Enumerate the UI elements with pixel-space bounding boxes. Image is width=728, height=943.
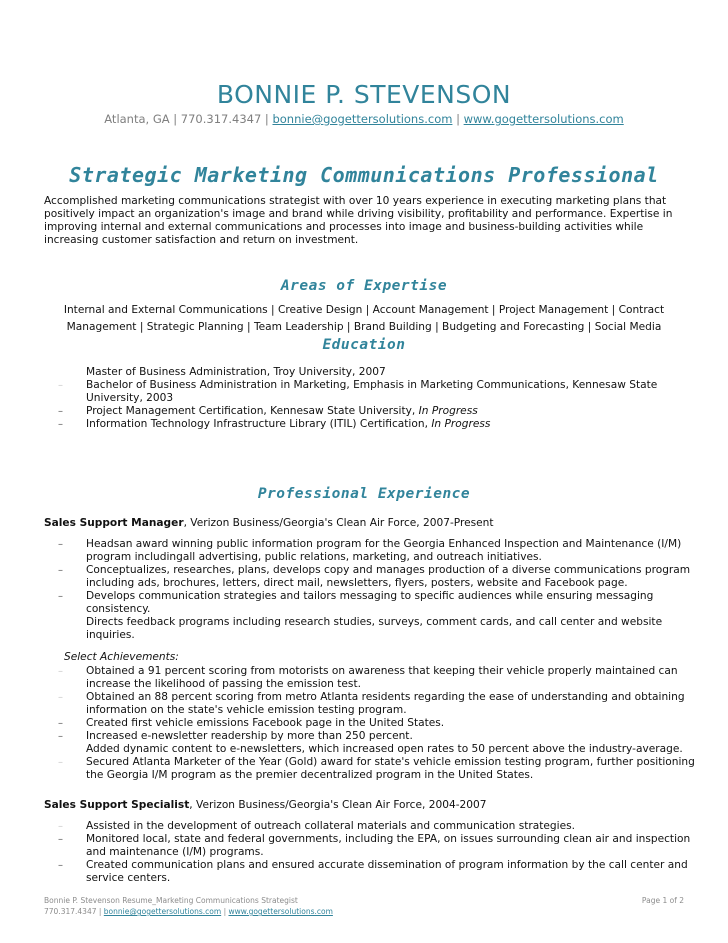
footer-separator: | [223,907,227,916]
bullet-dash: – [58,666,63,677]
job-2-org: , Verizon Business/Georgia's Clean Air Force, 2004-2007 [189,799,487,811]
education-item: Master of Business Administration, Troy University, 2007 [86,366,386,378]
duty-item: – Monitored local, state and federal governments, including the EPA, on issues surrounding clean air and inspection and maintenance (I/M) programs. [58,833,691,858]
bullet-dash: – [58,380,63,391]
footer-contact [44,906,684,917]
duty-item: – Created communication plans and ensured accurate dissemination of program information by the call center and service centers. [58,859,688,884]
bullet-dash: – [58,718,63,729]
achievement-item: Added dynamic content to e-newsletters, which increased open rates to 50 percent above the industry-average. [86,743,683,755]
footer-website-link[interactable]: www.gogettersolutions.com [228,907,333,916]
expertise-line-1: Internal and External Communications | Creative Design | Account Management | Project Management | Contract [63,304,665,316]
location-phone: Atlanta, GA | 770.317.4347 | [104,112,269,126]
job-2-duties [58,820,698,885]
select-achievements-label: Select Achievements: [64,651,179,663]
footer-document-title: Bonnie P. Stevenson Resume_Marketing Communications Strategist [44,896,298,905]
bullet-dash: – [58,591,63,602]
job-2-header [44,799,487,812]
experience-heading: Professional Experience [257,486,471,502]
achievement-item: – Secured Atlanta Marketer of the Year (Gold) award for state's vehicle emission testing program, further positioning the Georgia I/M program as the premier decentralized program in the United States. [58,756,695,781]
education-item: – Project Management Certification, Kennesaw State University, In Progress [58,405,478,417]
page-footer [44,895,684,917]
job-1-header [44,517,494,530]
bullet-dash: – [58,860,63,871]
achievement-item: – Obtained a 91 percent scoring from motorists on awareness that keeping their vehicle properly maintained can increase the likelihood of passing the emission test. [58,665,678,690]
footer-phone: 770.317.4347 | [44,907,102,916]
education-item: – Bachelor of Business Administration in Marketing, Emphasis in Marketing Communications, Kennesaw State University, 2003 [58,379,658,404]
bullet-dash: – [58,692,63,703]
professional-headline: Strategic Marketing Communications Professional [69,163,659,187]
education-item: – Information Technology Infrastructure Library (ITIL) Certification, In Progress [58,418,491,430]
bullet-dash: – [58,565,63,576]
achievement-item: – Obtained an 88 percent scoring from metro Atlanta residents regarding the ease of understanding and obtaining information on the state's vehicle emission testing program. [58,691,685,716]
summary-paragraph: Accomplished marketing communications strategist with over 10 years experience in executing marketing plans that positively impact an organization's image and brand while driving visibility, profitability and performance. Expertise in improving internal and external communications and processes into image and business-building activities while increasing customer satisfaction and return on investment. [44,195,673,246]
achievement-item: – Increased e-newsletter readership by more than 250 percent. [58,730,413,742]
bullet-dash: – [58,834,63,845]
contact-separator: | [456,112,460,126]
bullet-dash: – [58,539,63,550]
bullet-dash: – [58,406,63,417]
duty-item: Directs feedback programs including research studies, surveys, comment cards, and call center and website inquiries. [86,616,663,641]
email-link[interactable]: bonnie@gogettersolutions.com [272,112,453,126]
duty-item: – Assisted in the development of outreach collateral materials and communication strategies. [58,820,575,832]
expertise-heading: Areas of Expertise [280,278,448,294]
bullet-dash: – [58,757,63,768]
job-2-title: Sales Support Specialist [44,799,190,811]
duty-item: – Headsan award winning public information program for the Georgia Enhanced Inspection and Maintenance (I/M) program includingall advertising, public relations, marketing, and outreach initiatives. [58,538,682,563]
duty-item: – Develops communication strategies and tailors messaging to specific audiences while ensuring messaging consistency. [58,590,654,615]
bullet-dash: – [58,731,63,742]
education-list [58,366,698,431]
website-link[interactable]: www.gogettersolutions.com [463,112,624,126]
footer-email-link[interactable]: bonnie@gogettersolutions.com [103,907,222,916]
expertise-list [44,302,684,336]
job-1-title: Sales Support Manager [44,517,184,529]
candidate-name: BONNIE P. STEVENSON [216,80,512,109]
bullet-dash: – [58,419,63,430]
achievements-list [58,665,698,782]
achievement-item: – Created first vehicle emissions Facebook page in the United States. [58,717,445,729]
job-1-org: , Verizon Business/Georgia's Clean Air Force, 2007-Present [183,517,494,529]
bullet-dash: – [58,821,63,832]
duty-item: – Conceptualizes, researches, plans, develops copy and manages production of a diverse communications program including ads, brochures, letters, direct mail, newsletters, flyers, posters, website and Facebook page. [58,564,691,589]
education-heading: Education [322,337,406,353]
expertise-line-2: Management | Strategic Planning | Team Leadership | Brand Building | Budgeting and Forecasting | Social Media [66,321,662,333]
job-1-duties [58,538,698,642]
contact-line [0,112,728,126]
page-number: Page 1 of 2 [641,896,684,905]
